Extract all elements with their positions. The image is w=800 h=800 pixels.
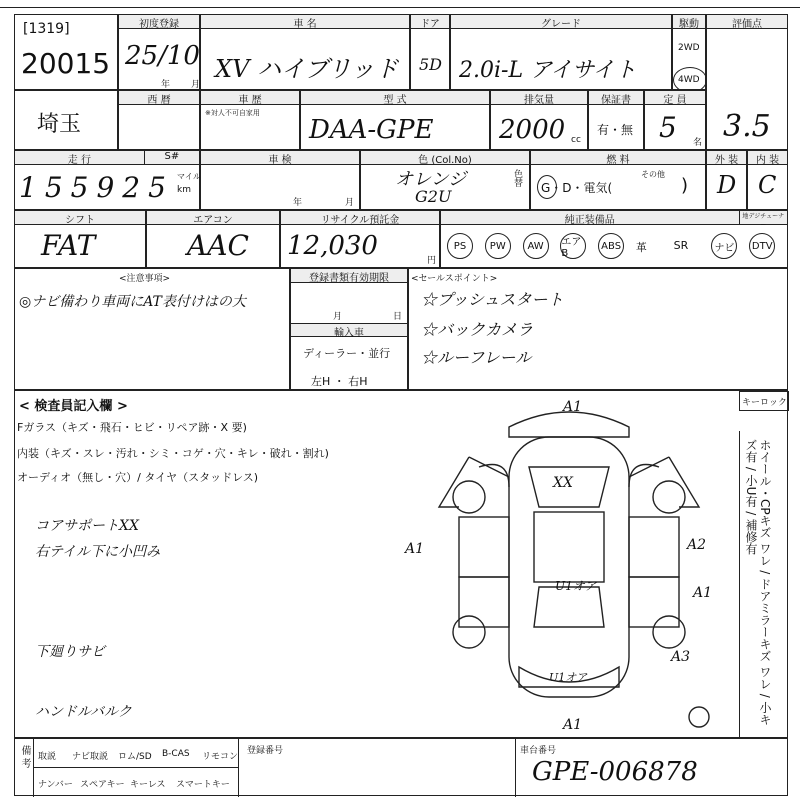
yen-unit: 円 bbox=[427, 256, 437, 266]
footer-grid-divider bbox=[34, 767, 238, 768]
ac-cell bbox=[146, 210, 280, 268]
car-damage-diagram bbox=[399, 397, 739, 737]
recycle-cell bbox=[280, 210, 440, 268]
diag-mark-right-front-door: A2 bbox=[687, 537, 707, 553]
recycle-value: 12,030 bbox=[287, 231, 378, 261]
diag-mark-trunk: U1オア bbox=[549, 671, 587, 684]
grade-label: グレード bbox=[451, 15, 671, 29]
color-label: 色 (Col.No) bbox=[361, 151, 529, 165]
mileage-value: 155925 bbox=[19, 171, 174, 204]
interior-cell bbox=[747, 150, 788, 210]
footer-top-2: ナビ取説 bbox=[72, 752, 109, 762]
caution-text: ◎ナビ備わり車両にAT表付けはの大 bbox=[19, 294, 246, 310]
color-code: G2U bbox=[415, 187, 452, 206]
diag-mark-roof: U1オア bbox=[555, 579, 597, 593]
inspector-line-1: Fガラス（キズ・飛石・ヒビ・リペア跡・X 要) bbox=[17, 421, 247, 434]
inspection-label: 車 検 bbox=[201, 151, 359, 165]
diag-mark-right-rear-door: A1 bbox=[693, 585, 713, 601]
equipment-item-2: PW bbox=[485, 233, 511, 259]
inspector-hand-1: コアサポートXX bbox=[35, 518, 139, 534]
repaint-label: 色替 bbox=[512, 169, 522, 187]
drive-cell bbox=[672, 14, 706, 90]
drive-2wd: 2WD bbox=[678, 43, 700, 53]
capacity-label: 定 員 bbox=[645, 91, 705, 105]
fuel-close: ) bbox=[681, 175, 689, 196]
first-reg-label: 初度登録 bbox=[119, 15, 199, 29]
history-sub: ※対人不可自家用 bbox=[205, 109, 260, 117]
door-value: 5D bbox=[419, 55, 443, 74]
warranty-label: 保証書 bbox=[589, 91, 643, 105]
docs-label: 登録書類有効期限 bbox=[291, 269, 407, 283]
first-reg-cell bbox=[118, 14, 200, 90]
inspector-hand-3: 下廻りサビ bbox=[35, 644, 105, 660]
interior-value: C bbox=[758, 171, 777, 199]
diag-mark-hood: XX bbox=[553, 475, 573, 491]
caution-cell bbox=[14, 268, 290, 390]
docs-day: 日 bbox=[393, 312, 403, 322]
lot-label: [1319] bbox=[23, 21, 70, 37]
color-value: オレンジ bbox=[395, 169, 467, 190]
diag-mark-rear: A1 bbox=[563, 717, 583, 733]
score-label: 評価点 bbox=[707, 15, 787, 29]
displacement-cell bbox=[490, 90, 588, 150]
inspector-block bbox=[14, 390, 788, 738]
inspection-month: 月 bbox=[345, 198, 355, 208]
sales-point-1: ☆プッシュスタート bbox=[421, 290, 564, 309]
footer bbox=[14, 738, 788, 796]
sales-point-2: ☆バックカメラ bbox=[421, 320, 534, 339]
inspector-line-3: オーディオ（無し・穴）/ タイヤ（スタッドレス) bbox=[17, 471, 259, 484]
model-value: DAA-GPE bbox=[309, 115, 434, 145]
sh-label: S# bbox=[144, 151, 199, 165]
history-label: 車 歴 bbox=[201, 91, 299, 105]
equipment-item-3: AW bbox=[523, 233, 549, 259]
mileage-unit-bottom: km bbox=[177, 185, 191, 195]
equipment-item-1: PS bbox=[447, 233, 473, 259]
footer-bottom-3: キーレス bbox=[130, 780, 166, 790]
region-value: 埼玉 bbox=[37, 112, 82, 137]
docs-month: 月 bbox=[333, 312, 343, 322]
car-name-cell bbox=[200, 14, 410, 90]
door-cell bbox=[410, 14, 450, 90]
sales-cell bbox=[408, 268, 788, 390]
footer-top-5: リモコン bbox=[202, 752, 239, 762]
side-text: ホイール・CPキズ ワレ / ドアミラーキズ ワレ / 小キズ有 / 小U有 / 補修有 bbox=[744, 439, 772, 726]
fuel-g-circle bbox=[537, 175, 557, 199]
shift-value: FAT bbox=[41, 229, 96, 262]
tuner-label: 地デジチューナー bbox=[739, 211, 787, 225]
region-cell bbox=[14, 90, 118, 150]
model-label: 型 式 bbox=[301, 91, 489, 105]
warranty-cell bbox=[588, 90, 644, 150]
equipment-list bbox=[441, 231, 787, 263]
chassis-value: GPE-006878 bbox=[532, 757, 698, 787]
inspection-cell bbox=[200, 150, 360, 210]
footer-grid bbox=[33, 739, 239, 797]
equipment-item-8: ナビ bbox=[711, 233, 737, 259]
handle-label: 左H ・ 右H bbox=[311, 375, 368, 388]
capacity-unit: 名 bbox=[693, 138, 703, 148]
footer-bottom-4: スマートキー bbox=[176, 780, 230, 790]
fuel-other: その他 bbox=[641, 170, 665, 179]
equipment-item-5: ABS bbox=[598, 233, 624, 259]
car-name-value: XV ハイブリッド bbox=[215, 55, 399, 83]
year-unit: 年 bbox=[161, 80, 171, 90]
displacement-value: 2000 bbox=[499, 115, 566, 145]
equipment-cell bbox=[440, 210, 788, 268]
grade-value: 2.0i-L アイサイト bbox=[459, 58, 637, 83]
warranty-value: 有・無 bbox=[597, 123, 634, 137]
fuel-cell bbox=[530, 150, 706, 210]
fuel-value: G・D・電気( bbox=[541, 181, 613, 195]
inspector-line-2: 内装（キズ・スレ・汚れ・シミ・コゲ・穴・キレ・破れ・割れ) bbox=[17, 447, 329, 460]
model-cell bbox=[300, 90, 490, 150]
footer-bottom-1: ナンバー bbox=[38, 780, 73, 790]
footer-bottom-2: スペアキー bbox=[80, 780, 125, 790]
footer-top-1: 取説 bbox=[38, 752, 57, 762]
equipment-label: 純正装備品 bbox=[441, 211, 739, 225]
caution-label: <注意事項> bbox=[119, 274, 171, 284]
inspector-title: < 検査員記入欄 > bbox=[19, 399, 128, 414]
cc-unit: cc bbox=[571, 135, 581, 145]
equipment-item-9: DTV bbox=[749, 233, 775, 259]
lot-number: 20015 bbox=[21, 47, 111, 80]
chassis-box bbox=[515, 739, 789, 797]
mileage-unit-top: マイル bbox=[177, 172, 201, 181]
score-value: 3.5 bbox=[723, 109, 771, 144]
ac-value: AAC bbox=[187, 229, 249, 262]
shift-label: シフト bbox=[15, 211, 145, 225]
score-cell bbox=[706, 14, 788, 150]
drive-label: 駆動 bbox=[673, 15, 705, 29]
shift-cell bbox=[14, 210, 146, 268]
footer-top-4: B-CAS bbox=[162, 749, 190, 759]
exterior-value: D bbox=[717, 171, 737, 199]
keyless-label: キーロック bbox=[742, 398, 787, 408]
capacity-value: 5 bbox=[659, 111, 677, 144]
exterior-label: 外 装 bbox=[707, 151, 746, 165]
diag-mark-left-front-door: A1 bbox=[405, 541, 425, 557]
remarks-label: 備 考 bbox=[19, 745, 30, 769]
ac-label: エアコン bbox=[147, 211, 279, 225]
diag-mark-right-rear-fender: A3 bbox=[671, 649, 691, 665]
diag-mark-front: A1 bbox=[563, 399, 583, 415]
sales-label: <セールスポイント> bbox=[411, 274, 498, 284]
color-cell bbox=[360, 150, 530, 210]
door-label: ドア bbox=[411, 15, 449, 29]
western-cell bbox=[118, 90, 200, 150]
sales-point-3: ☆ルーフレール bbox=[421, 348, 532, 367]
chassis-label: 車台番号 bbox=[520, 746, 557, 756]
equipment-item-6: 革 bbox=[635, 241, 647, 254]
inspector-hand-2: 右テイル下に小凹み bbox=[35, 544, 161, 560]
dealer-label: ディーラー・並行 bbox=[303, 347, 391, 360]
footer-top-3: ロム/SD bbox=[118, 752, 152, 762]
first-reg-value: 25/10 bbox=[125, 41, 200, 71]
fuel-label: 燃 料 bbox=[531, 151, 705, 165]
reg-no-label: 登録番号 bbox=[247, 746, 284, 756]
side-panel bbox=[739, 431, 789, 739]
mileage-label: 走 行 bbox=[15, 151, 144, 165]
inspection-year: 年 bbox=[293, 198, 303, 208]
recycle-label: リサイクル預託金 bbox=[281, 211, 439, 225]
docs-cell bbox=[290, 268, 408, 390]
inspector-hand-4: ハンドルバルク bbox=[35, 704, 132, 720]
top-strip bbox=[0, 0, 800, 8]
capacity-cell bbox=[644, 90, 706, 150]
interior-label: 内 装 bbox=[748, 151, 787, 165]
equipment-item-7: SR bbox=[673, 239, 689, 252]
month-unit: 月 bbox=[191, 80, 201, 90]
western-label: 西 暦 bbox=[119, 91, 199, 105]
history-cell bbox=[200, 90, 300, 150]
lot-cell bbox=[14, 14, 118, 90]
keyless-box bbox=[739, 391, 789, 411]
import-label: 輸入車 bbox=[291, 323, 407, 337]
exterior-cell bbox=[706, 150, 747, 210]
displacement-label: 排気量 bbox=[491, 91, 587, 105]
car-name-label: 車 名 bbox=[201, 15, 409, 29]
mileage-cell bbox=[14, 150, 200, 210]
equipment-item-4: エアB bbox=[560, 233, 586, 259]
grade-cell bbox=[450, 14, 672, 90]
drive-4wd: 4WD bbox=[678, 75, 700, 85]
